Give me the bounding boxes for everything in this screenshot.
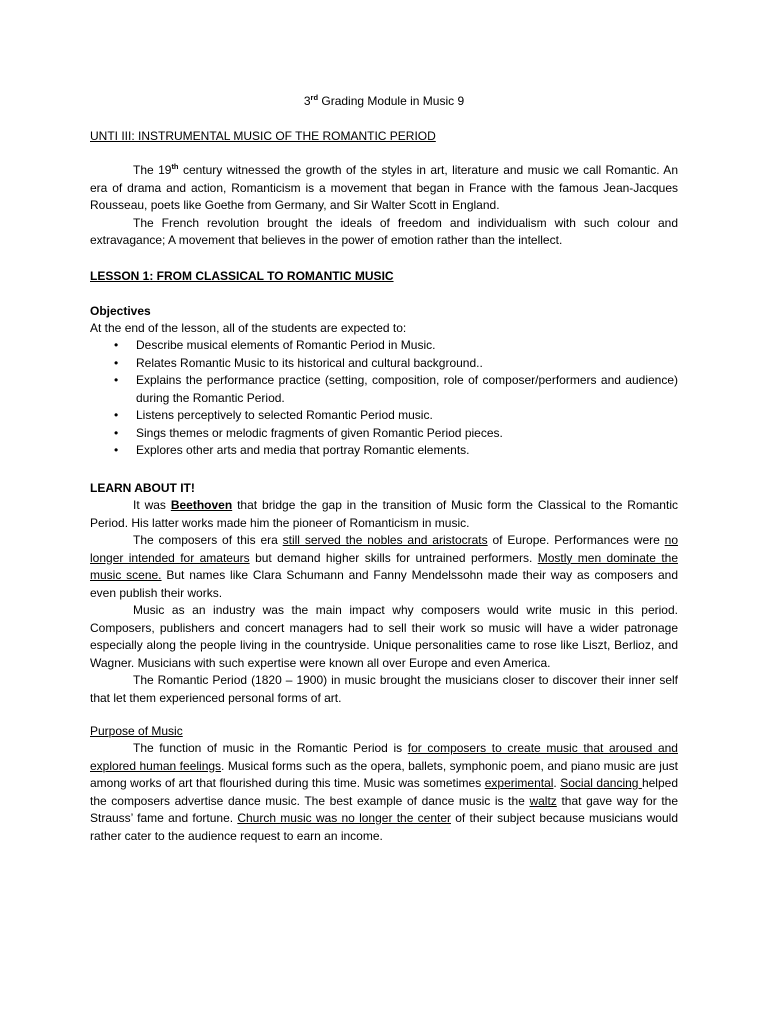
underlined-phrase: for composers to create music that aroused and explored human feelings: [90, 741, 678, 773]
objective-item: • Explores other arts and media that portray Romantic elements.: [90, 442, 678, 460]
body-text: . Musical forms such as the opera, ballets, symphonic poem, and piano music are just among works of art that flourished during this time. Music was sometimes: [90, 758, 678, 790]
body-text: of their subject because musicians would rather cater to the audience request to earn an income.: [90, 811, 678, 843]
intro-text: century witnessed the growth of the styles in art, literature and music we call Romantic. An era of drama and action, Romanticism is a movement that began in France with the famous Jean-Jacques Rousseau, poets like Goethe from Germany, and Sir Walter Scott in England.: [90, 163, 678, 212]
century-ordinal: th: [171, 162, 179, 171]
intro-paragraph-1: [90, 162, 678, 215]
objective-item: • Explains the performance practice (setting, composition, role of composer/performers and audience) during the Romantic Period.: [90, 372, 678, 407]
body-text: It was: [133, 498, 171, 512]
intro-text: The 19: [133, 163, 172, 177]
beethoven-highlight: Beethoven: [170, 498, 233, 512]
title-text: Grading Module in Music 9: [318, 94, 465, 108]
objective-item: • Describe musical elements of Romantic Period in Music.: [90, 337, 678, 355]
body-text: The composers of this era: [133, 533, 283, 547]
body-text: The function of music in the Romantic Period is: [133, 741, 408, 755]
body-text: .: [553, 776, 561, 790]
learn-section: [90, 497, 678, 707]
unit-heading: UNTI III: INSTRUMENTAL MUSIC OF THE ROMANTIC PERIOD: [90, 129, 436, 143]
purpose-section: [90, 740, 678, 845]
underlined-phrase: Church music was no longer the center: [237, 811, 451, 825]
objective-item: • Relates Romantic Music to its historical and cultural background..: [90, 355, 678, 373]
underlined-phrase: no longer intended for amateurs: [90, 533, 679, 565]
underlined-phrase: waltz: [529, 793, 557, 808]
objectives-list: [90, 337, 678, 460]
intro-section: [90, 162, 678, 250]
objectives-intro: At the end of the lesson, all of the students are expected to:: [90, 321, 407, 335]
lesson-heading: LESSON 1: FROM CLASSICAL TO ROMANTIC MUSIC: [90, 269, 394, 283]
underlined-phrase: still served the nobles and aristocrats: [282, 533, 488, 547]
intro-paragraph-2: The French revolution brought the ideals of freedom and individualism with such colour and extravagance; A movement that believes in the power of emotion rather than the intellect.: [90, 215, 678, 247]
purpose-heading: Purpose of Music: [90, 724, 183, 738]
objective-item: • Sings themes or melodic fragments of given Romantic Period pieces.: [90, 425, 678, 443]
learn-paragraph-2: [90, 532, 678, 602]
objectives-heading: Objectives: [90, 304, 151, 318]
underlined-phrase: experimental: [484, 776, 554, 790]
learn-paragraph-3: Music as an industry was the main impact why composers would write music in this period. Composers, publishers and concert managers had to sell their work so music will have a wider patronage especially along the people living in the countryside. Unique personalities came to rose like Liszt, Berlioz, and Wagner. Musicians with such expertise were known all over Europe and even America.: [90, 603, 678, 670]
body-text: but demand higher skills for untrained performers.: [249, 550, 538, 565]
body-text: of Europe. Performances were: [487, 533, 665, 547]
body-text: that gave way for the Strauss’ fame and fortune.: [90, 793, 679, 825]
module-title: [90, 93, 678, 111]
purpose-paragraph: [90, 740, 678, 845]
learn-heading: LEARN ABOUT IT!: [90, 481, 195, 495]
underlined-phrase: Social dancing: [560, 776, 642, 790]
title-number: 3: [303, 94, 311, 108]
learn-paragraph-4: The Romantic Period (1820 – 1900) in music brought the musicians closer to discover their inner self that let them experienced personal forms of art.: [90, 673, 678, 705]
objective-item: • Listens perceptively to selected Romantic Period music.: [90, 407, 678, 425]
body-text: helped the composers advertise dance music. The best example of dance music is the: [90, 776, 678, 808]
learn-paragraph-1: [90, 497, 678, 532]
body-text: that bridge the gap in the transition of Music form the Classical to the Romantic Period. His latter works made him the pioneer of Romanticism in music.: [90, 498, 678, 530]
title-ordinal: rd: [310, 93, 319, 102]
underlined-phrase: Mostly men dominate the music scene.: [90, 550, 679, 582]
body-text: But names like Clara Schumann and Fanny Mendelssohn made their way as composers and even publish their works.: [90, 568, 679, 600]
